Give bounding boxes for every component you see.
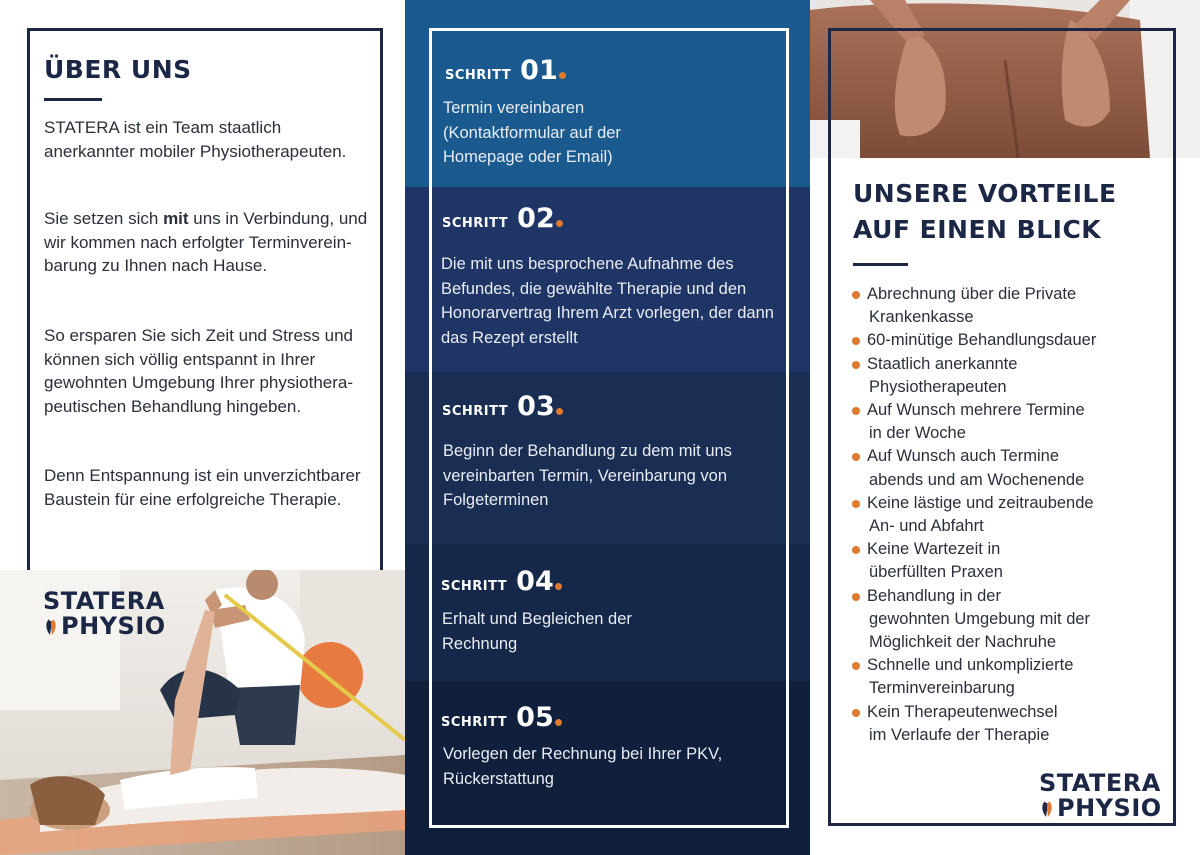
step-5-heading [441,704,562,731]
step-2-number: 02 [517,203,555,234]
about-paragraph-2 [44,207,374,278]
about-paragraph-4: Denn Entspannung ist ein unverzichtbarer Baustein für eine erfolgreiche Therapie. [44,466,361,509]
logo-footer-figure-icon [1039,798,1055,818]
step-3-text: Beginn der Behandlung zu dem mit uns vereinbarten Termin, Vereinbarung von Folgeterminen [443,442,732,509]
about-title: ÜBER UNS [44,55,192,84]
bullet-dot-icon [852,593,860,601]
step-1-heading [445,57,566,84]
step-2-label: SCHRITT [442,216,509,231]
step-4-number: 04 [516,566,554,597]
benefit-item-line: Terminvereinbarung [869,679,1015,698]
about-panel [0,0,405,855]
logo-line-1: STATERA [43,587,165,615]
step-1-text: Termin vereinbaren (Kontaktformular auf der Homepage oder Email) [443,99,621,166]
benefit-item-line: Kein Therapeutenwechsel [867,702,1058,721]
about-title-rule [44,98,102,101]
step-4-dot [555,583,562,590]
step-2-dot [556,220,563,227]
about-paragraph-2-bold: mit [163,209,189,228]
about-paragraph-2-pre: Sie setzen sich [44,209,164,228]
benefits-list [852,283,1170,747]
benefit-item-line: Staatlich anerkannte [867,354,1018,373]
benefit-item-line: Keine lästige und zeitraubende [867,493,1094,512]
benefit-item [852,445,1170,491]
step-4-label: SCHRITT [441,579,508,594]
benefit-item [852,329,1170,352]
benefit-item-line: Keine Wartezeit in [867,540,1001,559]
step-4-heading [441,568,562,595]
benefit-item-line: überfüllten Praxen [869,563,1003,582]
logo-line-2-row [43,614,166,638]
logo-footer-line-1: STATERA [1039,769,1161,797]
bullet-dot-icon [852,500,860,508]
step-4-text: Erhalt und Begleichen der Rechnung [442,610,632,653]
benefit-item-line: Auf Wunsch mehrere Termine [867,401,1085,420]
benefit-item [852,538,1170,584]
bullet-dot-icon [852,407,860,415]
step-2-text: Die mit uns besprochene Aufnahme des Befundes, die gewählte Therapie und den Honorarvertrag Ihrem Arzt vorlegen, der dann das Rezept erstellt [441,255,774,347]
about-paragraph-1: STATERA ist ein Team staatlich anerkannter mobiler Physiotherapeuten. [44,118,347,161]
step-5-label: SCHRITT [441,715,508,730]
bullet-dot-icon [852,709,860,717]
step-5-text: Vorlegen der Rechnung bei Ihrer PKV, Rückerstattung [443,745,723,788]
step-5-number: 05 [516,702,554,733]
benefit-item-line: Auf Wunsch auch Termine [867,447,1059,466]
benefit-item-line: Behandlung in der [867,586,1001,605]
step-1-label: SCHRITT [445,68,512,83]
benefits-title: UNSERE VORTEILE AUF EINEN BLICK [853,179,1117,244]
bullet-dot-icon [852,337,860,345]
benefits-panel [810,0,1200,855]
benefit-item [852,492,1170,538]
bullet-dot-icon [852,291,860,299]
benefit-item [852,654,1170,700]
logo-footer-line-2-row [1039,796,1162,820]
benefit-item [852,701,1170,747]
step-3-label: SCHRITT [442,404,509,419]
benefit-item-line: 60-minütige Behandlungsdauer [867,331,1097,350]
bullet-dot-icon [852,453,860,461]
benefit-item-line: gewohnten Umgebung mit der [869,609,1091,628]
bullet-dot-icon [852,361,860,369]
statera-physio-logo-footer [1039,771,1162,820]
benefit-item-line: Physiotherapeuten [869,377,1007,396]
step-1-number: 01 [520,55,558,86]
benefit-item [852,399,1170,445]
about-paragraph-3: So ersparen Sie sich Zeit und Stress und können sich völlig entspannt in Ihrer gewohnten Umgebung Ihrer physiothera- peutischen Behandlung hingeben. [44,326,354,416]
step-5-dot [555,719,562,726]
logo-footer-line-2: PHYSIO [1057,794,1162,822]
step-3-dot [556,408,563,415]
benefit-item-line: abends und am Wochenende [869,470,1085,489]
benefit-item-line: Möglichkeit der Nachruhe [869,633,1057,652]
benefit-item-line: in der Woche [869,424,966,443]
benefit-item-line: Abrechnung über die Private [867,285,1077,303]
step-1-dot [559,72,566,79]
about-paragraph-2-post: uns in Verbindung, und wir kommen nach erfolgter Terminverein- barung zu Ihnen nach Hause. [44,209,368,275]
step-2-heading [442,205,563,232]
benefit-item [852,283,1170,329]
logo-line-2: PHYSIO [61,612,166,640]
benefit-item [852,353,1170,399]
step-3-number: 03 [517,391,555,422]
benefits-title-rule [853,263,908,266]
bullet-dot-icon [852,662,860,670]
benefit-item [852,585,1170,655]
statera-physio-logo [43,589,166,638]
steps-panel [405,0,810,855]
benefit-item-line: Krankenkasse [869,308,974,327]
benefit-item-line: im Verlaufe der Therapie [869,725,1050,744]
step-3-heading [442,393,563,420]
benefit-item-line: An- und Abfahrt [869,517,984,536]
bullet-dot-icon [852,546,860,554]
logo-figure-icon [43,616,59,636]
benefit-item-line: Schnelle und unkomplizierte [867,656,1074,675]
